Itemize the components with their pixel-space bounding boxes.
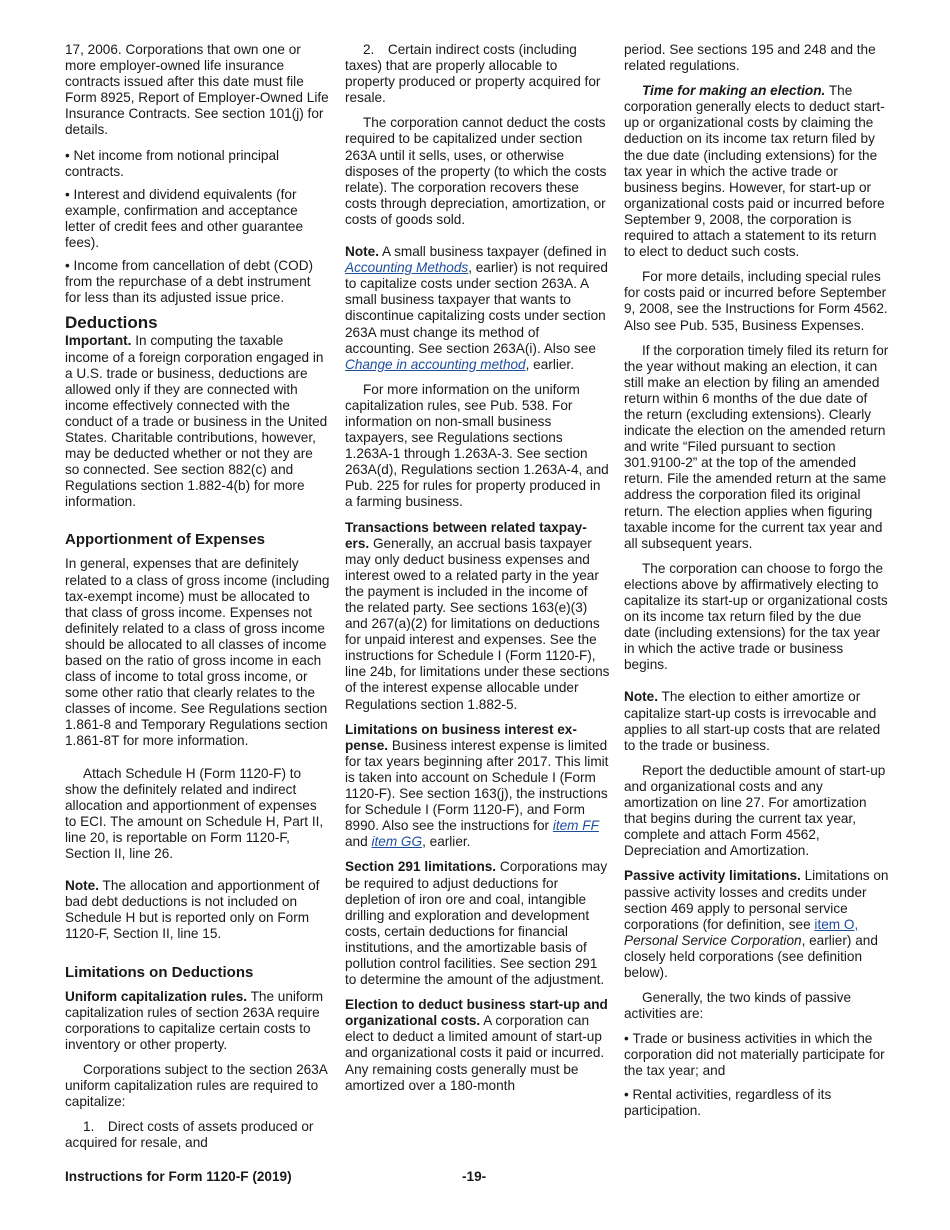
bullet-trade-business: • Trade or business activities in which the corporation did not materially participate for the tax year; and — [624, 1031, 889, 1079]
heading-limitations: Limitations on Deductions — [65, 963, 254, 981]
bullet-notional-principal: • Net income from notional principal contracts. — [65, 148, 330, 180]
link-item-gg[interactable]: item GG — [371, 834, 423, 850]
note-text-a: A small business taxpayer (defined in — [382, 244, 607, 260]
footer-page-number: -19- — [462, 1169, 487, 1184]
heading-apportionment: Apportionment of Expenses — [65, 531, 266, 549]
note-label: Note. — [345, 244, 379, 260]
related-taxpayers-text: Generally, an accrual basis taxpayer may only deduct business expenses and interest owed to a related party in the year the payment is included in the income of the related party. See sections 163(e)(3) and 267(a)(2) for limitations on deductions for unpaid interest and expenses. See the instructions for Schedule I (Form 1120-F), line 24b, for limitations under these sections of the interest expense allocable under Regulations section 1.882-5. — [345, 535, 610, 712]
paragraph-more-details: For more details, including special rules for costs paid or incurred before September 9, 2008, see the Instructions for Form 4562. Also see Pub. 535, Business Expenses. — [624, 269, 888, 333]
paragraph-related-taxpayers — [345, 520, 610, 713]
link-change-accounting-method[interactable]: Change in accounting method — [345, 356, 526, 372]
related-taxpayers-label: Transactions between related taxpay-ers. — [345, 519, 587, 551]
paragraph-time-election — [624, 83, 889, 260]
paragraph-forgo-elections: The corporation can choose to forgo the elections above by affirmatively electing to capitalize its start-up or organizational costs on its income tax return filed by the due date (including extensions) for the tax year in which the active trade or business begins. — [624, 560, 888, 673]
passive-activity-label: Passive activity limitations. — [624, 868, 801, 884]
column-3 — [624, 42, 889, 1126]
paragraph-corporations-subject: Corporations subject to the section 263A uniform capitalization rules are required to capitalize: — [65, 1061, 328, 1110]
paragraph-cannot-deduct: The corporation cannot deduct the costs required to be capitalized under section 263A until it sells, uses, or otherwise disposes of the property (to which the costs relate). The corporation recovers these costs through depreciation, amortization, or costs of goods sold. — [345, 115, 607, 227]
paragraph-election-startup — [345, 997, 610, 1094]
note-text-b: , earlier) is not required to capitalize costs under section 263A. A small business taxpayer that wants to discontinue capitalizing costs under section 263A must change its method of accounting. See section 263A(i). Also see — [345, 260, 608, 356]
paragraph-passive-activity: Passive activity limitations. Limitations on passive activity losses and credits under section 469 apply to personal service corporations (for definition, see item O, Personal Service Corporation, earlier) and closely held corporations (see definition below). — [624, 868, 889, 980]
paragraph-note-irrevocable — [624, 689, 889, 753]
list-item-2: 2. Certain indirect costs (including taxes) that are properly allocable to property produced or property acquired for resale. — [345, 42, 601, 106]
paragraph-life-insurance: 17, 2006. Corporations that own one or more employer-owned life insurance contracts issued after this date must file Form 8925, Report of Employer-Owned Life Insurance Contracts. See section 101(j) for details. — [65, 42, 329, 138]
paragraph-interest-limitation — [345, 722, 610, 851]
note-text: The election to either amortize or capitalize start-up costs is irrevocable and applies to all start-up costs that are related to the trade or business. — [624, 689, 881, 753]
link-accounting-methods[interactable]: Accounting Methods — [345, 260, 469, 276]
interest-limitation-text: Business interest expense is limited for tax years beginning after 2017. This limit is taken into account on Schedule I (Form 1120-F). See section 163(j), the instructions for Schedule I (Form 1120-F), and Form 8990. Also see the instructions for — [345, 737, 609, 834]
heading-deductions: Deductions — [65, 313, 158, 333]
time-election-label: Time for making an election. — [642, 83, 826, 99]
list-item-1: 1. Direct costs of assets produced or acquired for resale, and — [65, 1119, 314, 1151]
column-1 — [65, 42, 330, 1160]
footer-form-title: Instructions for Form 1120-F (2019) — [65, 1169, 292, 1184]
paragraph-timely-filed: If the corporation timely filed its return for the year without making an election, it can still make an election by filing an amended return within 6 months of the due date of the return (excluding extensions). Clearly indicate the election on the amended return and write “Filed pursuant to section 301.9100-2” at the top of the amended return. File the amended return at the same address the corporation filed its original return. The election applies when figuring taxable income for the current tax year and all subsequent years. — [624, 342, 889, 551]
interest-limitation-end: , earlier. — [422, 834, 471, 850]
important-text: In computing the taxable income of a foreign corporation engaged in a U.S. trade or business, deductions are allowed only if they are connected with income effectively connected with the conduct of a trade or business in the United States. Charitable contributions, however, may be deducted whether or not they are so connected. See section 882(c) and Regulations section 1.882-4(b) for more information. — [65, 333, 328, 510]
note-label: Note. — [65, 878, 99, 894]
paragraph-more-info-unicap: For more information on the uniform capitalization rules, see Pub. 538. For information on non-small business taxpayers, see Regulations sections 1.263A-1 through 1.263A-3. See section 263A(d), Regulations section 1.263A-4, and Pub. 225 for rules for property produced in a farming business. — [345, 381, 609, 510]
time-election-text: The corporation generally elects to deduct start-up or organizational costs by claiming the deduction on its income tax return filed by the due date (including extensions) for the tax year in which the active trade or business begins. However, for start-up or organizational costs paid or incurred before September 9, 2008, the corporation is required to attach a statement to its return to elect to deduct such costs. — [624, 83, 885, 260]
link-item-ff[interactable]: item FF — [552, 818, 599, 834]
column-2 — [345, 42, 610, 1103]
link-item-o[interactable]: item O — [814, 916, 855, 932]
bullet-interest-dividend: • Interest and dividend equivalents (for example, confirmation and acceptance letter of credit fees and other guarantee fees). — [65, 187, 330, 251]
election-text: A corporation can elect to deduct a limited amount of start-up and organizational costs it paid or incurred. Any remaining costs generally must be amortized over a 180-month — [345, 1013, 605, 1093]
unicap-text: The uniform capitalization rules of section 263A require corporations to capitalize certain costs to inventory or other property. — [65, 988, 324, 1052]
paragraph-unicap — [65, 989, 330, 1053]
paragraph-period: period. See sections 195 and 248 and the related regulations. — [624, 42, 876, 74]
passive-activity-end: , earlier) and closely held corporations (see definition below). — [624, 932, 878, 980]
paragraph-two-kinds: Generally, the two kinds of passive activities are: — [624, 990, 852, 1022]
paragraph-general-expenses: In general, expenses that are definitely related to a class of gross income (including tax-exempt income) must be allocated to that class of gross income. Expenses not definitely related to a class of gross income should be allocated to all classes of income based on the ratio of gross income in each class of income to total gross income, or some other ratio that clearly relates to the classes of income. See Regulations section 1.861-8 and Temporary Regulations section 1.861-8T for more information. — [65, 556, 330, 749]
unicap-label: Uniform capitalization rules. — [65, 988, 248, 1004]
passive-activity-text: Limitations on passive activity losses and credits under section 469 apply to personal service corporations (for definition, see — [624, 868, 889, 932]
paragraph-note-bad-debt — [65, 878, 330, 942]
important-label: Important. — [65, 333, 132, 349]
paragraph-important — [65, 333, 330, 510]
note-text-c: , earlier. — [525, 356, 574, 372]
paragraph-section-291 — [345, 859, 610, 988]
interest-limitation-and: and — [345, 834, 368, 850]
section-291-label: Section 291 limitations. — [345, 859, 497, 875]
paragraph-report-deductible: Report the deductible amount of start-up and organizational costs and any amortization on line 27. For amortization that begins during the current tax year, complete and attach Form 4562, Depreciation and Amortization. — [624, 762, 886, 859]
note-text: The allocation and apportionment of bad debt deductions is not included on Schedule H but is reported only on Form 1120-F, Section II, line 15. — [65, 878, 320, 942]
paragraph-attach-schedule-h: Attach Schedule H (Form 1120-F) to show the definitely related and indirect allocation and apportionment of expenses to ECI. The amount on Schedule H, Part II, line 20, is reportable on Form 1120-F, Section II, line 26. — [65, 765, 324, 862]
bullet-rental-activities: • Rental activities, regardless of its participation. — [624, 1087, 889, 1119]
note-label: Note. — [624, 689, 658, 705]
paragraph-note-small-business — [345, 244, 610, 373]
personal-service-corp: Personal Service Corporation — [624, 932, 802, 948]
interest-limitation-label: Limitations on business interest ex-pense. — [345, 721, 577, 753]
bullet-cod-income: • Income from cancellation of debt (COD) from the repurchase of a debt instrument for less than its adjusted issue price. — [65, 258, 330, 306]
section-291-text: Corporations may be required to adjust deductions for depletion of iron ore and coal, intangible drilling and exploration and development costs, certain deductions for financial institutions, and the amortizable basis of pollution control facilities. See section 291 to determine the amount of the adjustment. — [345, 859, 608, 988]
election-label: Election to deduct business start-up and organizational costs. — [345, 997, 608, 1029]
